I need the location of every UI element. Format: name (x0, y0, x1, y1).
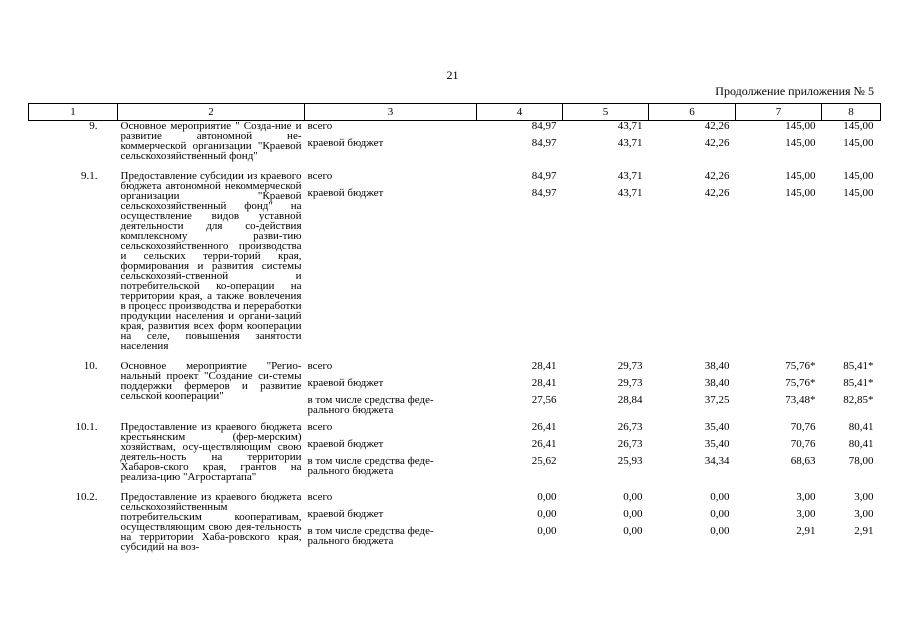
value: 0,00 (710, 525, 730, 537)
funding-source-label: всего (307, 421, 333, 433)
value: 28,84 (617, 394, 643, 406)
value: 28,41 (531, 377, 557, 389)
table-row (29, 492, 881, 552)
table-row (29, 121, 881, 162)
value: 84,97 (531, 170, 557, 182)
value: 80,41 (848, 421, 874, 433)
col-header-7: 7 (736, 104, 822, 121)
value: 26,41 (531, 421, 557, 433)
value: 26,73 (617, 421, 643, 433)
value: 25,62 (531, 455, 557, 467)
value: 25,93 (617, 455, 643, 467)
value: 80,41 (848, 438, 874, 450)
value-cell-c4 (477, 492, 563, 552)
value-cell-c7 (736, 361, 822, 412)
appendix-caption: Продолжение приложения № 5 (715, 84, 874, 98)
funding-source-label: в том числе средства феде-рального бюджета (307, 394, 434, 416)
funding-source-label: всего (307, 120, 333, 132)
value: 42,26 (704, 120, 730, 132)
value-cell-c8 (822, 492, 881, 552)
value: 26,73 (617, 438, 643, 450)
funding-source-label: в том числе средства феде-рального бюджета (307, 525, 434, 547)
activity-name: Предоставление из краевого бюджета сельскохозяйственным потребительским кооперативам, осуществляющим свою дея-тельность на территории Хаба-ровского края, субсидий на воз- (120, 491, 302, 553)
value: 75,76* (785, 377, 816, 389)
value: 37,25 (704, 394, 730, 406)
funding-source-label: краевой бюджет (307, 137, 384, 149)
value-cell-c6 (649, 171, 736, 351)
budget-table (28, 103, 881, 552)
value-cell-c8 (822, 361, 881, 412)
value: 145,00 (785, 120, 816, 132)
value: 78,00 (848, 455, 874, 467)
funding-source-label: всего (307, 170, 333, 182)
value: 70,76 (790, 438, 816, 450)
value: 0,00 (623, 491, 643, 503)
value: 145,00 (843, 137, 874, 149)
col-header-6: 6 (649, 104, 736, 121)
value: 75,76* (785, 360, 816, 372)
value: 0,00 (710, 491, 730, 503)
row-index: 9. (89, 120, 98, 132)
value-cell-c6 (649, 361, 736, 412)
activity-name: Основное мероприятие " Созда-ние и развитие автономной не-коммерческой организации "Краевой сельскохозяйственный фонд" (120, 120, 302, 162)
value: 3,00 (796, 491, 816, 503)
funding-sources (305, 121, 477, 162)
value-cell-c7 (736, 121, 822, 162)
funding-source-label: всего (307, 360, 333, 372)
col-header-8: 8 (822, 104, 881, 121)
value-cell-c6 (649, 422, 736, 482)
value-cell-c8 (822, 422, 881, 482)
value: 84,97 (531, 187, 557, 199)
value: 85,41* (843, 377, 874, 389)
value: 70,76 (790, 421, 816, 433)
value: 43,71 (617, 170, 643, 182)
value-cell-c4 (477, 171, 563, 351)
value: 35,40 (704, 421, 730, 433)
value: 82,85* (843, 394, 874, 406)
table-row (29, 422, 881, 482)
value: 2,91 (854, 525, 874, 537)
value: 3,00 (796, 508, 816, 520)
funding-source-label: в том числе средства феде-рального бюджета (307, 455, 434, 477)
value: 0,00 (623, 508, 643, 520)
col-header-1: 1 (29, 104, 118, 121)
value-cell-c6 (649, 121, 736, 162)
value: 145,00 (785, 137, 816, 149)
value: 0,00 (537, 508, 557, 520)
value-cell-c5 (563, 171, 649, 351)
activity-name: Предоставление из краевого бюджета крестьянским (фер-мерским) хозяйствам, осу-ществляющим свою деятель-ность на территории Хабаров-ского края, грантов на реализа-цию "Агростартапа" (120, 421, 302, 483)
value: 0,00 (623, 525, 643, 537)
value: 42,26 (704, 137, 730, 149)
activity-name: Предоставление субсидии из краевого бюджета автономной некоммерческой организации "Краевой сельскохозяйственный фонд" на осуществление видов уставной деятельности для со-действия комплексному разви-тию сельскохозяйственного производства и сельских терри-торий края, формирования и развития системы сельскохозяй-ственной и потребительской ко-операции на территории края, а также вовлечения в процесс производства и переработки продукции населения и органи-заций края, развития всех форм кооперации на селе, повышения занятости населения (120, 170, 302, 352)
value: 85,41* (843, 360, 874, 372)
col-header-3: 3 (305, 104, 477, 121)
value-cell-c4 (477, 361, 563, 412)
col-header-4: 4 (477, 104, 563, 121)
value: 145,00 (843, 170, 874, 182)
funding-sources (305, 492, 477, 552)
value: 38,40 (704, 360, 730, 372)
value: 34,34 (704, 455, 730, 467)
col-header-5: 5 (563, 104, 649, 121)
value-cell-c8 (822, 121, 881, 162)
value-cell-c4 (477, 422, 563, 482)
value: 42,26 (704, 187, 730, 199)
value: 38,40 (704, 377, 730, 389)
row-index: 10.1. (75, 421, 98, 433)
value: 84,97 (531, 137, 557, 149)
value-cell-c6 (649, 492, 736, 552)
value: 73,48* (785, 394, 816, 406)
funding-source-label: краевой бюджет (307, 187, 384, 199)
value: 0,00 (537, 491, 557, 503)
value-cell-c4 (477, 121, 563, 162)
funding-source-label: краевой бюджет (307, 438, 384, 450)
value: 68,63 (790, 455, 816, 467)
value: 28,41 (531, 360, 557, 372)
value-cell-c7 (736, 422, 822, 482)
value-cell-c5 (563, 361, 649, 412)
funding-source-label: всего (307, 491, 333, 503)
col-header-2: 2 (118, 104, 305, 121)
funding-sources (305, 171, 477, 351)
value-cell-c7 (736, 171, 822, 351)
value-cell-c8 (822, 171, 881, 351)
value: 3,00 (854, 508, 874, 520)
value: 26,41 (531, 438, 557, 450)
row-index: 9.1. (81, 170, 98, 182)
value: 0,00 (710, 508, 730, 520)
value: 2,91 (796, 525, 816, 537)
funding-sources (305, 360, 477, 416)
table-row (29, 171, 881, 351)
value: 3,00 (854, 491, 874, 503)
value: 35,40 (704, 438, 730, 450)
value-cell-c7 (736, 492, 822, 552)
value: 84,97 (531, 120, 557, 132)
value: 43,71 (617, 120, 643, 132)
page-number: 21 (446, 68, 459, 82)
funding-sources (305, 422, 477, 482)
value: 145,00 (843, 120, 874, 132)
value: 0,00 (537, 525, 557, 537)
value: 27,56 (531, 394, 557, 406)
funding-source-label: краевой бюджет (307, 377, 384, 389)
value-cell-c5 (563, 121, 649, 162)
value: 29,73 (617, 360, 643, 372)
row-index: 10.2. (75, 491, 98, 503)
value: 145,00 (843, 187, 874, 199)
value: 145,00 (785, 170, 816, 182)
value-cell-c5 (563, 422, 649, 482)
value: 42,26 (704, 170, 730, 182)
value: 29,73 (617, 377, 643, 389)
value: 43,71 (617, 187, 643, 199)
row-index: 10. (83, 360, 98, 372)
activity-name: Основное мероприятие "Регио-нальный проект "Создание си-стемы поддержки фермеров и развитие сельской кооперации" (120, 360, 302, 402)
header-row (29, 104, 881, 121)
value: 145,00 (785, 187, 816, 199)
value-cell-c5 (563, 492, 649, 552)
funding-source-label: краевой бюджет (307, 508, 384, 520)
value: 43,71 (617, 137, 643, 149)
table-row (29, 361, 881, 412)
